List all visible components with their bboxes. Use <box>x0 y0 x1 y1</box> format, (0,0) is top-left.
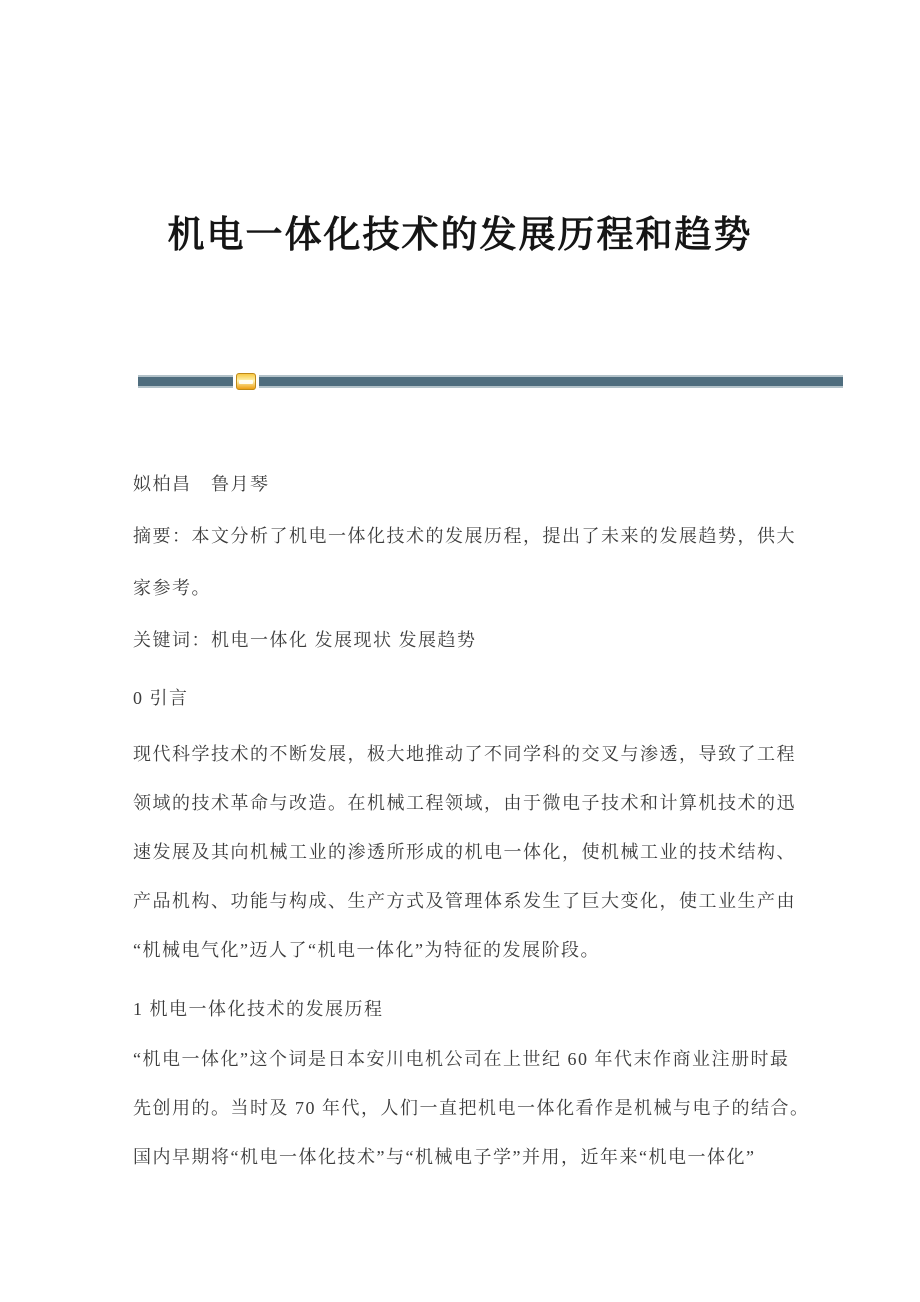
paragraph-line: 现代科学技术的不断发展，极大地推动了不同学科的交叉与渗透，导致了工程 <box>133 744 796 764</box>
abstract-paragraph <box>133 510 813 614</box>
article-body <box>133 458 813 1182</box>
section-heading-text: 0 引言 <box>133 688 189 708</box>
section-heading-1 <box>133 983 813 1035</box>
paragraph-line: 速发展及其向机械工业的渗透所形成的机电一体化，使机械工业的技术结构、 <box>133 842 796 862</box>
byline <box>133 458 813 510</box>
keywords-line: 关键词：机电一体化 发展现状 发展趋势 <box>133 630 477 650</box>
divider-bar-right <box>259 375 843 388</box>
author-names: 姒柏昌 鲁月琴 <box>133 474 270 494</box>
paragraph-line: “机械电气化”迈人了“机电一体化”为特征的发展阶段。 <box>133 940 600 960</box>
abstract-line: 摘要：本文分析了机电一体化技术的发展历程，提出了未来的发展趋势，供大 <box>133 526 796 546</box>
divider-icon-gap <box>233 373 259 390</box>
paragraph-line: 先创用的。当时及 70 年代，人们一直把机电一体化看作是机械与电子的结合。 <box>133 1098 810 1118</box>
divider-bar-left <box>138 375 233 388</box>
intro-paragraph <box>133 730 813 975</box>
page-title: 机电一体化技术的发展历程和趋势 <box>167 215 753 256</box>
history-paragraph <box>133 1035 813 1182</box>
paragraph-line: 领域的技术革命与改造。在机械工程领域，由于微电子技术和计算机技术的迅 <box>133 793 796 813</box>
section-heading-text: 1 机电一体化技术的发展历程 <box>133 999 384 1019</box>
title-divider <box>138 372 843 390</box>
section-heading-0 <box>133 672 813 724</box>
paragraph-line: 产品机构、功能与构成、生产方式及管理体系发生了巨大变化，使工业生产由 <box>133 891 796 911</box>
paragraph-line: 国内早期将“机电一体化技术”与“机械电子学”并用，近年来“机电一体化” <box>133 1147 756 1167</box>
keywords-line-block <box>133 614 813 666</box>
abstract-line: 家参考。 <box>133 578 211 598</box>
paragraph-line: “机电一体化”这个词是日本安川电机公司在上世纪 60 年代末作商业注册时最 <box>133 1049 790 1069</box>
envelope-icon <box>236 373 256 390</box>
